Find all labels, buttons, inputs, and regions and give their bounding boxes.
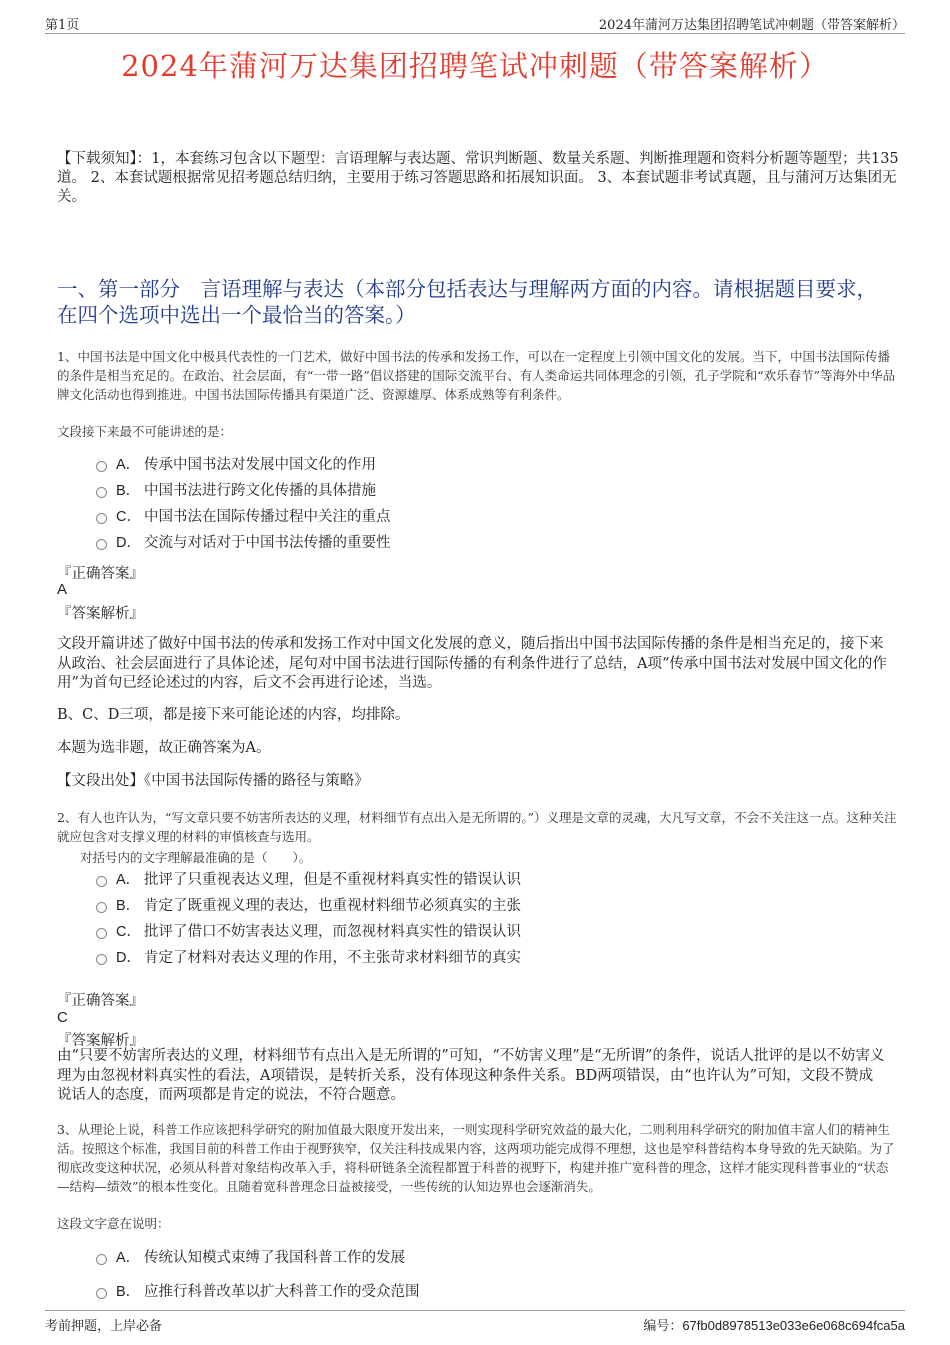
radio-button[interactable] [96, 1288, 107, 1299]
q1-option-d[interactable]: D． 交流与对话对于中国书法传播的重要性 [96, 533, 856, 559]
q3-options [96, 1248, 856, 1308]
q2-option-d[interactable]: D． 肯定了材料对表达义理的作用，不主张苛求材料细节的真实 [96, 948, 856, 974]
q3-prompt: 这段文字意在说明： [57, 1216, 170, 1231]
q1-option-b[interactable]: B． 中国书法进行跨文化传播的具体措施 [96, 481, 856, 507]
q2-stem: 2、有人也许认为，“写文章只要不妨害所表达的义理，材料细节有点出入是无所谓的。”）义理是文章的灵魂，大凡写文章，不会不关注这一点。这种关注就应包含对支撑义理的材料的审慎核查与选用。 [57, 810, 897, 844]
q1-analysis-2: B、C、D三项，都是接下来可能论述的内容，均排除。 [57, 707, 410, 723]
radio-button[interactable] [96, 461, 107, 472]
footer-code-value: 67fb0d8978513e033e6e068c694fca5a [682, 1318, 905, 1333]
q2-option-a[interactable]: A． 批评了只重视表达义理，但是不重视材料真实性的错误认识 [96, 870, 856, 896]
radio-button[interactable] [96, 876, 107, 887]
q1-analysis-label: 『答案解析』 [57, 606, 144, 622]
q1-analysis-3: 本题为选非题，故正确答案为A。 [57, 740, 271, 756]
q1-option-c[interactable]: C． 中国书法在国际传播过程中关注的重点 [96, 507, 856, 533]
q1-option-a[interactable]: A． 传承中国书法对发展中国文化的作用 [96, 455, 856, 481]
section-title: 一、第一部分 言语理解与表达（本部分包括表达与理解两方面的内容。请根据题目要求，在四个选项中选出一个最恰当的答案。） [57, 277, 877, 327]
q1-source: 【文段出处】《中国书法国际传播的路径与策略》 [57, 773, 369, 789]
header-doc-title: 2024年蒲河万达集团招聘笔试冲刺题（带答案解析） [598, 18, 905, 33]
document-title: 2024年蒲河万达集团招聘笔试冲刺题（带答案解析） [121, 49, 829, 83]
radio-button[interactable] [96, 513, 107, 524]
radio-button[interactable] [96, 1254, 107, 1265]
footer-slogan: 考前押题，上岸必备 [45, 1319, 163, 1334]
radio-button[interactable] [96, 902, 107, 913]
footer-code [643, 1315, 905, 1334]
q1-correct-label: 『正确答案』 [57, 566, 144, 582]
q1-answer: A [57, 581, 68, 598]
radio-button[interactable] [96, 954, 107, 965]
q2-answer: C [57, 1009, 68, 1026]
q2-analysis: 由“只要不妨害所表达的义理，材料细节有点出入是无所谓的”可知，“不妨害义理”是“无所谓”的条件，说话人批评的是以不妨害义理为由忽视材料真实性的看法，A项错误，是转折关系，没有体现这种条件关系。BD两项错误，由“也许认为”可知，文段不赞成说话人的态度，而两项都是肯定的说法，不符合题意。 [57, 1048, 885, 1103]
radio-button[interactable] [96, 928, 107, 939]
page-header [45, 14, 905, 34]
q2-options [96, 870, 856, 974]
q2-option-c[interactable]: C． 批评了借口不妨害表达义理，而忽视材料真实性的错误认识 [96, 922, 856, 948]
radio-button[interactable] [96, 539, 107, 550]
download-notice: 【下载须知】：1，本套练习包含以下题型：言语理解与表达题、常识判断题、数量关系题、判断推理题和资料分析题等题型；共135道。 2、本套试题根据常见招考题总结归纳，主要用于练习答题思路和拓展知识面。 3、本套试题非考试真题，且与蒲河万达集团无关。 [57, 151, 899, 205]
q3-option-b[interactable]: B． 应推行科普改革以扩大科普工作的受众范围 [96, 1282, 856, 1308]
q1-options [96, 455, 856, 559]
footer-code-label: 编号： [643, 1319, 683, 1334]
q1-stem: 1、中国书法是中国文化中极具代表性的一门艺术，做好中国书法的传承和发扬工作，可以在一定程度上引领中国文化的发展。当下，中国书法国际传播的条件是相当充足的。在政治、社会层面，有“一带一路”倡议搭建的国际交流平台、有人类命运共同体理念的引领，孔子学院和“欢乐春节”等海外中华品牌文化活动也得到推进。中国书法国际传播具有渠道广泛、资源雄厚、体系成熟等有利条件。 [57, 349, 896, 402]
q3-option-a[interactable]: A． 传统认知模式束缚了我国科普工作的发展 [96, 1248, 856, 1282]
q2-correct-label: 『正确答案』 [57, 993, 144, 1009]
q1-analysis: 文段开篇讲述了做好中国书法的传承和发扬工作对中国文化发展的意义，随后指出中国书法国际传播的条件是相当充足的，接下来从政治、社会层面进行了具体论述，尾句对中国书法进行国际传播的有利条件进行了总结，A项“传承中国书法对发展中国文化的作用”为首句已经论述过的内容，后文不会再进行论述，当选。 [57, 636, 887, 691]
page-footer [45, 1310, 905, 1332]
q2-prompt: 对括号内的文字理解最准确的是（ ）。 [80, 850, 312, 865]
q3-stem: 3、从理论上说，科普工作应该把科学研究的附加值最大限度开发出来，一则实现科学研究效益的最大化，二则利用科学研究的附加值丰富人们的精神生活。按照这个标准，我国目前的科普工作由于视野狭窄，仅关注科技成果内容，这两项功能完成得不理想，这也是窄科普结构本身导致的先天缺陷。为了彻底改变这种状况，必须从科普对象结构改革入手，将科研链条全流程都置于科普的视野下，构建并推广宽科普的理念，这样才能实现科普事业的“状态—结构—绩效”的根本性变化。且随着宽科普理念日益被接受，一些传统的认知边界也会逐渐消失。 [57, 1122, 895, 1194]
page-number: 第1页 [45, 18, 80, 33]
radio-button[interactable] [96, 487, 107, 498]
q2-analysis-label: 『答案解析』 [57, 1033, 144, 1049]
q2-option-b[interactable]: B． 肯定了既重视义理的表达，也重视材料细节必须真实的主张 [96, 896, 856, 922]
q1-prompt: 文段接下来最不可能讲述的是： [57, 424, 233, 439]
